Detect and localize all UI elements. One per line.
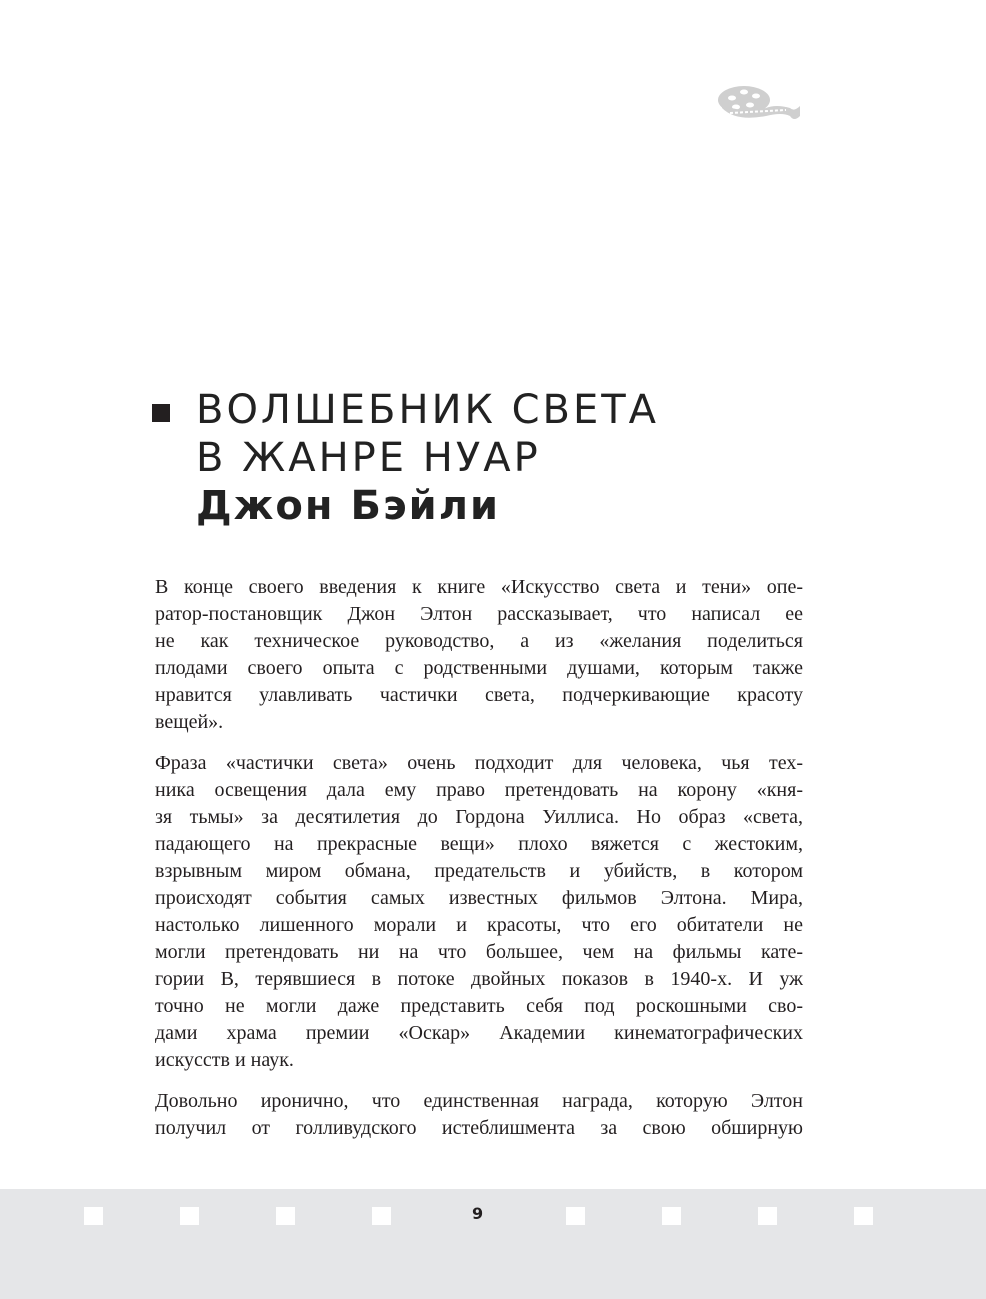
film-perforation	[758, 1207, 777, 1225]
text-line: падающего на прекрасные вещи» плохо вяжется с жестоким,	[155, 833, 803, 855]
chapter-heading	[196, 386, 659, 530]
film-perforation	[84, 1207, 103, 1225]
page-number: 9	[472, 1204, 484, 1223]
text-line: получил от голливудского истеблишмента за свою обширную	[155, 1117, 803, 1139]
text-line: гории B, терявшиеся в потоке двойных показов в 1940-х. И уж	[155, 968, 803, 990]
film-perforation	[566, 1207, 585, 1225]
film-perforation	[662, 1207, 681, 1225]
chapter-title-line-1: ВОЛШЕБНИК СВЕТА	[196, 387, 660, 433]
film-reel-icon	[716, 82, 802, 126]
text-line: ника освещения дала ему право претендовать на корону «кня-	[155, 779, 803, 801]
page-footer	[0, 1189, 986, 1299]
text-line: могли претендовать ни на что большее, чем на фильмы кате-	[155, 941, 803, 963]
text-line: зя тьмы» за десятилетия до Гордона Уиллиса. Но образ «света,	[155, 806, 803, 828]
text-line: происходят события самых известных фильмов Элтона. Мира,	[155, 887, 803, 909]
body-text	[155, 574, 803, 1156]
chapter-author: Джон Бэйли	[196, 483, 501, 529]
text-line: В конце своего введения к книге «Искусство света и тени» опе-	[155, 576, 803, 598]
paragraph	[155, 574, 803, 736]
chapter-title-line-2: В ЖАНРЕ НУАР	[196, 435, 541, 481]
film-perforation	[180, 1207, 199, 1225]
paragraph	[155, 750, 803, 1074]
text-line: ратор-постановщик Джон Элтон рассказывает, что написал ее	[155, 603, 803, 625]
film-perforation	[372, 1207, 391, 1225]
heading-bullet	[152, 404, 170, 422]
film-perforation	[276, 1207, 295, 1225]
text-line: плодами своего опыта с родственными душами, которым также	[155, 657, 803, 679]
text-line: не как техническое руководство, а из «желания поделиться	[155, 630, 803, 652]
text-line: точно не могли даже представить себя под роскошными сво-	[155, 995, 803, 1017]
text-line: нравится улавливать частички света, подчеркивающие красоту	[155, 684, 803, 706]
paragraph	[155, 1088, 803, 1142]
text-line: Фраза «частички света» очень подходит для человека, чья тех-	[155, 752, 803, 774]
text-line: Довольно иронично, что единственная награда, которую Элтон	[155, 1090, 803, 1112]
text-line: настолько лишенного морали и красоты, что его обитатели не	[155, 914, 803, 936]
film-perforation	[854, 1207, 873, 1225]
text-line: искусств и наук.	[155, 1049, 294, 1071]
text-line: дами храма премии «Оскар» Академии кинематографических	[155, 1022, 803, 1044]
text-line: вещей».	[155, 711, 224, 733]
text-line: взрывным миром обмана, предательств и убийств, в котором	[155, 860, 803, 882]
